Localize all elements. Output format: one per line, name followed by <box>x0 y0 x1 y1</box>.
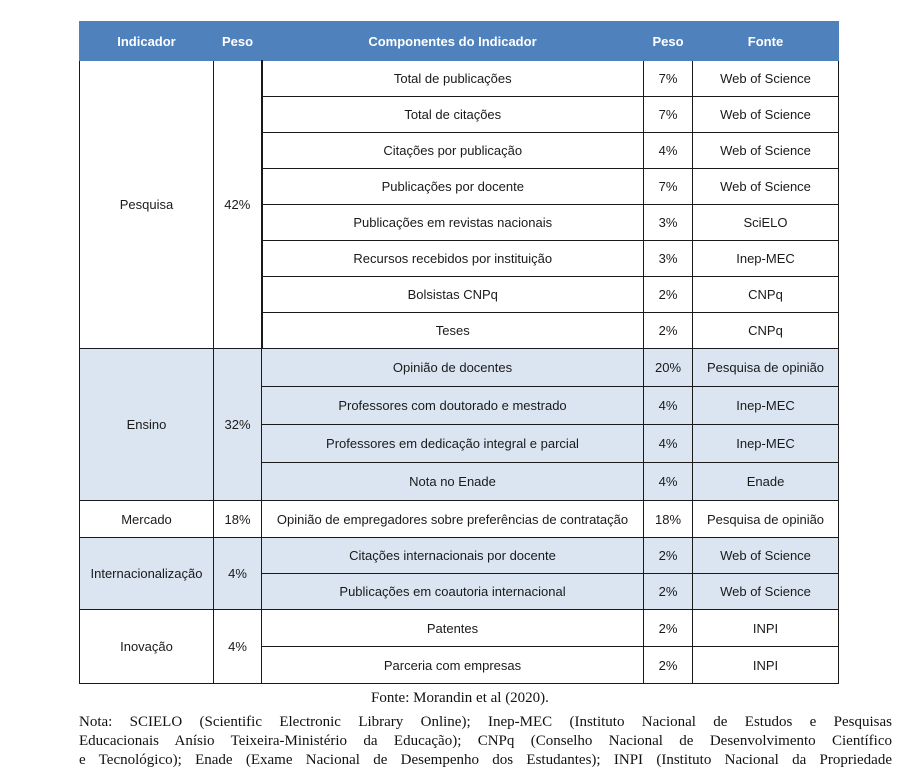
componente-peso-cell: 4% <box>644 387 693 425</box>
componente-peso-cell: 7% <box>644 169 693 205</box>
fonte-cell: INPI <box>693 610 839 647</box>
componente-cell: Parceria com empresas <box>262 647 644 684</box>
componente-cell: Publicações em coautoria internacional <box>262 574 644 610</box>
table-header-row <box>80 22 839 61</box>
note-line: e Tecnológico); Enade (Exame Nacional de Desempenho dos Estudantes); INPI (Instituto Nacional da Propriedade <box>79 752 892 768</box>
indicador-cell: Internacionalização <box>80 538 214 610</box>
table-note <box>79 713 892 770</box>
fonte-cell: Inep-MEC <box>693 241 839 277</box>
table-source-caption: Fonte: Morandin et al (2020). <box>371 690 549 706</box>
componente-cell: Citações por publicação <box>262 133 644 169</box>
componente-peso-cell: 7% <box>644 97 693 133</box>
fonte-cell: Web of Science <box>693 538 839 574</box>
fonte-cell: Web of Science <box>693 169 839 205</box>
componente-cell: Bolsistas CNPq <box>262 277 644 313</box>
indicador-peso-cell: 4% <box>214 538 262 610</box>
table-row <box>80 349 839 387</box>
componente-cell: Recursos recebidos por instituição <box>262 241 644 277</box>
componente-cell: Nota no Enade <box>262 463 644 501</box>
indicador-cell: Inovação <box>80 610 214 684</box>
fonte-cell: CNPq <box>693 313 839 349</box>
componente-peso-cell: 18% <box>644 501 693 538</box>
indicador-peso-cell: 18% <box>214 501 262 538</box>
fonte-cell: SciELO <box>693 205 839 241</box>
componente-cell: Total de citações <box>262 97 644 133</box>
fonte-cell: CNPq <box>693 277 839 313</box>
header-peso-componente: Peso <box>644 22 693 61</box>
header-peso: Peso <box>214 22 262 61</box>
componente-peso-cell: 2% <box>644 313 693 349</box>
ranking-table-container <box>79 21 838 684</box>
indicador-cell: Ensino <box>80 349 214 501</box>
componente-peso-cell: 7% <box>644 61 693 97</box>
componente-peso-cell: 3% <box>644 205 693 241</box>
header-componentes: Componentes do Indicador <box>262 22 644 61</box>
fonte-cell: Web of Science <box>693 97 839 133</box>
fonte-cell: Pesquisa de opinião <box>693 501 839 538</box>
componente-peso-cell: 3% <box>644 241 693 277</box>
componente-cell: Opinião de docentes <box>262 349 644 387</box>
fonte-cell: Inep-MEC <box>693 425 839 463</box>
indicador-peso-cell: 42% <box>214 61 262 349</box>
componente-cell: Teses <box>262 313 644 349</box>
componente-cell: Citações internacionais por docente <box>262 538 644 574</box>
componente-peso-cell: 4% <box>644 463 693 501</box>
fonte-cell: Web of Science <box>693 574 839 610</box>
header-fonte: Fonte <box>693 22 839 61</box>
indicador-peso-cell: 32% <box>214 349 262 501</box>
componente-peso-cell: 4% <box>644 133 693 169</box>
fonte-cell: Pesquisa de opinião <box>693 349 839 387</box>
componente-peso-cell: 2% <box>644 610 693 647</box>
componente-cell: Opinião de empregadores sobre preferências de contratação <box>262 501 644 538</box>
componente-peso-cell: 4% <box>644 425 693 463</box>
table-row <box>80 61 839 97</box>
note-line: Nota: SCIELO (Scientific Electronic Library Online); Inep-MEC (Instituto Nacional de Estudos e Pesquisas <box>79 714 892 730</box>
componente-cell: Publicações por docente <box>262 169 644 205</box>
componente-cell: Professores em dedicação integral e parcial <box>262 425 644 463</box>
componente-peso-cell: 2% <box>644 277 693 313</box>
fonte-cell: Web of Science <box>693 133 839 169</box>
componente-cell: Patentes <box>262 610 644 647</box>
ranking-indicators-table <box>79 21 839 684</box>
componente-cell: Total de publicações <box>262 61 644 97</box>
componente-cell: Professores com doutorado e mestrado <box>262 387 644 425</box>
componente-peso-cell: 2% <box>644 647 693 684</box>
componente-peso-cell: 20% <box>644 349 693 387</box>
componente-peso-cell: 2% <box>644 574 693 610</box>
header-indicador: Indicador <box>80 22 214 61</box>
indicador-cell: Mercado <box>80 501 214 538</box>
indicador-cell: Pesquisa <box>80 61 214 349</box>
fonte-cell: Inep-MEC <box>693 387 839 425</box>
table-row <box>80 501 839 538</box>
fonte-cell: Web of Science <box>693 61 839 97</box>
note-line: Educacionais Anísio Teixeira-Ministério da Educação); CNPq (Conselho Nacional de Desenvolvimento Científico <box>79 733 892 749</box>
table-row <box>80 538 839 574</box>
fonte-cell: Enade <box>693 463 839 501</box>
fonte-cell: INPI <box>693 647 839 684</box>
table-row <box>80 610 839 647</box>
indicador-peso-cell: 4% <box>214 610 262 684</box>
componente-peso-cell: 2% <box>644 538 693 574</box>
componente-cell: Publicações em revistas nacionais <box>262 205 644 241</box>
